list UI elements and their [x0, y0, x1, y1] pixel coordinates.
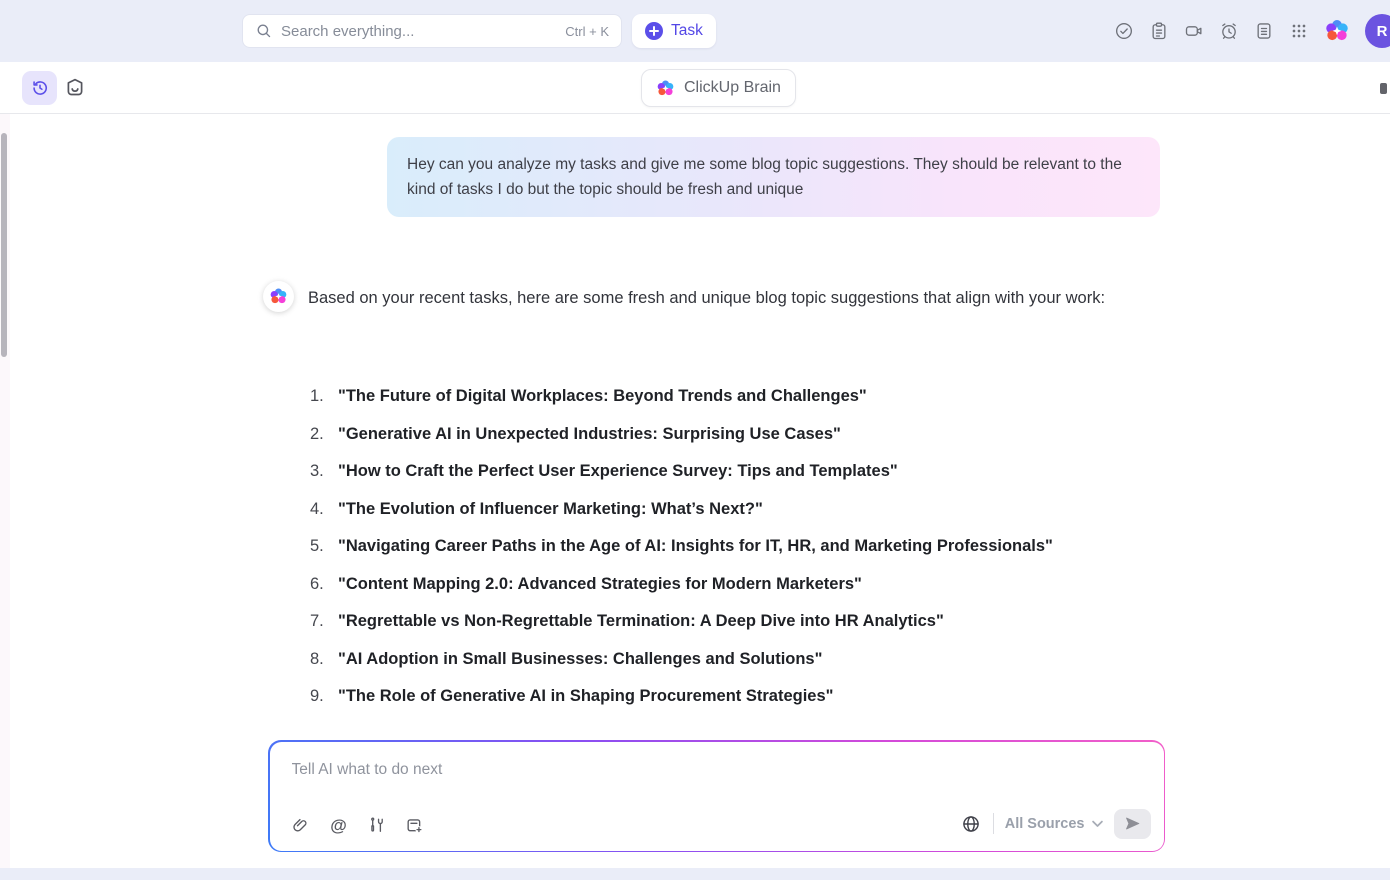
list-item-number: 1.: [310, 387, 324, 405]
bottom-edge-strip: [0, 868, 1390, 880]
list-item-number: 4.: [310, 499, 324, 518]
new-task-button[interactable]: [632, 14, 716, 48]
ai-intro-text: Based on your recent tasks, here are some fresh and unique blog topic suggestions that align with your work:: [308, 289, 1106, 307]
list-item: [310, 609, 1053, 633]
clipboard-icon[interactable]: [1149, 21, 1169, 41]
composer-toolbar: [290, 815, 426, 837]
ai-avatar: [263, 281, 294, 312]
list-item: [310, 534, 1053, 558]
list-item-number: 7.: [310, 612, 324, 630]
list-item-number: 5.: [310, 537, 324, 555]
sources-label: All Sources: [1004, 815, 1085, 832]
inbox-icon: [63, 76, 87, 100]
history-icon: [30, 78, 50, 98]
right-scrollbar-thumb[interactable]: [1380, 83, 1387, 94]
check-circle-icon[interactable]: [1114, 21, 1134, 41]
sources-dropdown[interactable]: [1005, 816, 1103, 832]
list-item-number: 3.: [310, 462, 324, 480]
alarm-clock-icon[interactable]: [1219, 21, 1239, 41]
list-item: [310, 684, 1053, 708]
send-icon: [1123, 814, 1142, 833]
user-message-bubble: [387, 137, 1160, 217]
top-bar: [0, 0, 1390, 62]
attachment-icon[interactable]: [290, 815, 312, 837]
user-avatar[interactable]: [1365, 14, 1390, 48]
list-item: [310, 422, 1053, 446]
list-item: [310, 384, 1053, 408]
list-item-number: 6.: [310, 574, 324, 593]
list-item: [310, 497, 1053, 521]
send-button[interactable]: [1114, 809, 1151, 839]
apps-grid-icon[interactable]: [1289, 21, 1309, 41]
top-right-icons: [1114, 0, 1390, 62]
history-button[interactable]: [22, 71, 57, 105]
chevron-down-icon: [1092, 820, 1103, 828]
search-icon: [255, 22, 273, 40]
avatar-initial: R: [1376, 22, 1388, 40]
inbox-button[interactable]: [63, 76, 87, 100]
list-item-title: "Generative AI in Unexpected Industries: Surprising Use Cases": [338, 424, 841, 443]
ai-composer: [268, 740, 1165, 852]
list-item: [310, 647, 1053, 671]
clickup-brain-logo: [656, 79, 675, 98]
list-item: [310, 572, 1053, 596]
list-item-number: 8.: [310, 649, 324, 668]
camera-icon[interactable]: [1184, 21, 1204, 41]
list-item-title: "Content Mapping 2.0: Advanced Strategies for Modern Marketers": [338, 574, 862, 593]
list-item-title: "The Evolution of Influencer Marketing: What’s Next?": [338, 499, 763, 518]
list-item-number: 2.: [310, 424, 324, 443]
clickup-ai-avatar-logo: [269, 287, 288, 306]
left-scrollbar-thumb[interactable]: [1, 133, 7, 357]
left-scrollbar-track: [0, 114, 10, 868]
plus-icon: [645, 22, 663, 40]
search-input[interactable]: [281, 23, 557, 40]
clickup-ai-logo[interactable]: [1324, 18, 1350, 44]
search-shortcut: Ctrl + K: [565, 23, 609, 39]
list-item-title: "Navigating Career Paths in the Age of AI: Insights for IT, HR, and Marketing Professionals": [338, 537, 1053, 555]
globe-icon[interactable]: [960, 813, 982, 835]
composer-input[interactable]: [292, 761, 1112, 779]
brain-header-bar: [0, 62, 1390, 114]
page-title: ClickUp Brain: [684, 79, 781, 96]
task-button-label: Task: [671, 22, 703, 39]
composer-right-controls: [960, 809, 1151, 839]
list-item: [310, 459, 1053, 483]
document-icon[interactable]: [1254, 21, 1274, 41]
ai-composer-inner: [270, 742, 1164, 851]
clickup-brain-selector[interactable]: [641, 69, 796, 107]
list-item-title: "How to Craft the Perfect User Experience Survey: Tips and Templates": [338, 462, 898, 480]
list-item-title: "Regrettable vs Non-Regrettable Termination: A Deep Dive into HR Analytics": [338, 612, 944, 630]
mention-icon[interactable]: @: [328, 815, 350, 837]
list-item-title: "AI Adoption in Small Businesses: Challenges and Solutions": [338, 649, 823, 668]
divider: [993, 813, 994, 834]
list-item-title: "The Future of Digital Workplaces: Beyond Trends and Challenges": [338, 387, 867, 405]
prompt-template-icon[interactable]: [404, 815, 426, 837]
list-item-number: 9.: [310, 687, 324, 705]
suggestions-list: [310, 384, 1053, 708]
global-search[interactable]: [242, 14, 622, 48]
list-item-title: "The Role of Generative AI in Shaping Procurement Strategies": [338, 687, 834, 705]
user-message-text: Hey can you analyze my tasks and give me some blog topic suggestions. They should be relevant to the kind of tasks I do but the topic should be fresh and unique: [407, 156, 1122, 198]
tools-icon[interactable]: [366, 815, 388, 837]
